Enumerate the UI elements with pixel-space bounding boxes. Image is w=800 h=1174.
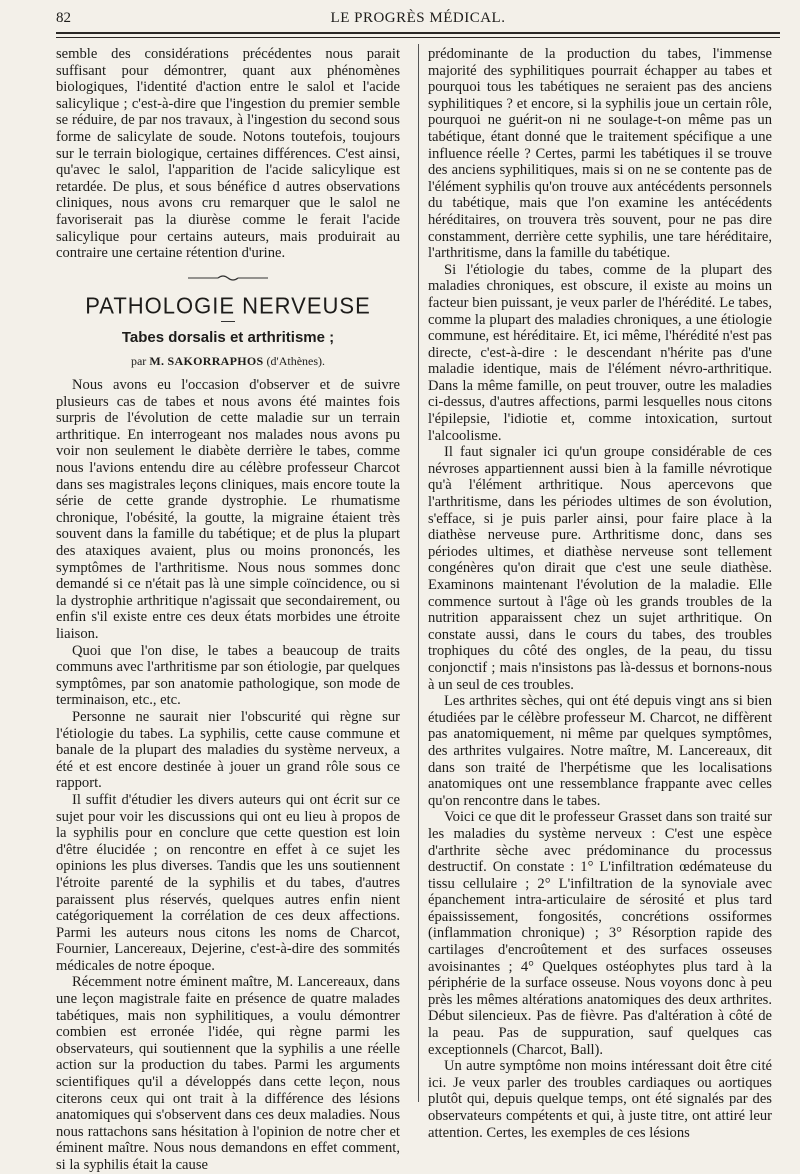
- paragraph: Si l'étiologie du tabes, comme de la plupart des maladies chroniques, est obscure, il existe au moins un facteur bien puissant, je veux parler de l'hérédité. Le tabes, comme la plupart des maladies chroniques, a une étiologie commune, est héréditaire. Et, ici même, l'hérédité n'est pas directe, c'est-à-dire : le descendant n'hérite pas d'une maladie identique, mais de l'élément névro-arthritique. Dans la même famille, on peut trouver, outre les maladies ci-dessus, d'autres affections, parmi lesquelles nous citons l'épilepsie, l'idiotie et, comme intoxication, surtout l'alcoolisme.: [428, 261, 772, 444]
- right-column: [428, 46, 772, 1141]
- paragraph: Quoi que l'on dise, le tabes a beaucoup de traits communs avec l'arthritisme par son étiologie, par quelques symptômes, par son anatomie pathologique, son mode de terminaison, etc., etc.: [56, 642, 400, 709]
- paragraph: Nous avons eu l'occasion d'observer et de suivre plusieurs cas de tabes et nous avons été maintes fois surpris de l'évolution de cette maladie sur un terrain arthritique. En interrogeant nos malades nous avons pu voir non seulement le diabète derrière le tabes, comme nous l'avions entendu dire au célèbre professeur Charcot dans ses magistrales leçons cliniques, mais encore toute la série de cette grande dystrophie. Le rhumatisme chronique, l'obésité, la goutte, la migraine étaient très souvent dans la famille du tabétique; et de plus la plupart des ataxiques avaient, plus ou moins prononcés, les symptômes de l'arthritisme. Nous nous sommes donc demandé si ce n'était pas là une simple coïncidence, ou si la dystrophie arthritique n'agissait que secondairement, ou enfin s'il existe entre ces deux états morbides une étroite liaison.: [56, 377, 400, 642]
- paragraph: Personne ne saurait nier l'obscurité qui règne sur l'étiologie du tabes. La syphilis, cette cause commune et banale de la plupart des maladies du système nerveux, a été et est encore destinée à jouer un grand rôle sous ce rapport.: [56, 708, 400, 792]
- page-header: [56, 10, 780, 32]
- byline-prefix: par: [130, 353, 147, 368]
- header-rule-thick: [56, 32, 780, 34]
- page-number: 82: [56, 10, 71, 26]
- journal-page: [56, 6, 780, 1173]
- left-column: [56, 46, 400, 1174]
- byline: [56, 353, 400, 370]
- paragraph: prédominante de la production du tabes, l'immense majorité des syphilitiques pourrait échapper au tabes et pourquoi tous les tabétiques ne seraient pas des anciens syphilitiques ? et encore, si la syphilis joue un certain rôle, pourquoi ne guérit-on ni ne soulage-t-on même pas un tabétique, étant donné que le traitement spécifique a une influence réelle ? Certes, parmi les tabétiques il se trouve des anciens syphilitiques, mais si on ne se contente pas de l'élément syphilis qu'on trouve aux antécédents personnels du tabétique, mais que l'on examine les antécédents héréditaires, on trouvera très souvent, pour ne pas dire constamment, derrière cette syphilis, une tare héréditaire, l'arthritisme, dans la famille du tabétique.: [428, 46, 772, 262]
- paragraph: Il faut signaler ici qu'un groupe considérable de ces névroses appartiennent aussi bien à la famille névrotique qu'à l'élément arthritique. Nous apercevons que l'arthritisme, dans les périodes ultimes de son évolution, s'efface, si je puis parler ainsi, pour faire place à la diathèse nerveuse pure. Arthritisme donc, dans ses périodes ultimes, et diathèse nerveuse sont tellement congénères qu'on dirait que c'est une seule diathèse. Examinons maintenant l'évolution de la maladie. Elle commence surtout à l'âge où les grands troubles de la nutrition apparaissent chez un sujet arthritique. On constate aussi, dans le cours du tabes, des troubles trophiques du côté des ongles, de la peau, du tissu conjonctif ; mais n'insistons pas là-dessus et bornons-nous à un seul de ces troubles.: [428, 444, 772, 693]
- paragraph: semble des considérations précédentes nous parait suffisant pour démontrer, quant aux phénomènes biologiques, l'identité d'action entre le salol et l'acide salicylique ; c'est-à-dire que l'ingestion du premier semble se réduire, de par nos travaux, à l'ingestion du second sous forme de salicylate de soude. Notons toutefois, toujours sur le terrain biologique, certaines différences. C'est ainsi, qu'avec le salol, l'apparition de l'acide salicylique est retardée. De plus, et sous bénéfice d autres observations cliniques, nous avons cru remarquer que le salol ne favoriserait pas la diurèse comme le ferait l'acide salicylique pour certains auteurs, mais produirait au contraire une certaine rétention d'urine.: [56, 46, 400, 262]
- short-rule: [221, 321, 235, 322]
- column-separator: [418, 44, 419, 1102]
- paragraph: Un autre symptôme non moins intéressant doit être cité ici. Je veux parler des troubles cardiaques ou aortiques plutôt qui, depuis quelque temps, ont été signalés par des observateurs compétents et qui, à juste titre, ont attiré leur attention. Certes, les exemples de ces lésions: [428, 1058, 772, 1141]
- header-rule-thin: [56, 37, 780, 38]
- byline-suffix: (d'Athènes).: [266, 353, 326, 368]
- paragraph: Il suffit d'étudier les divers auteurs qui ont écrit sur ce sujet pour voir les discussions qui ont eu lieu à propos de la syphilis pour en conclure que cette question est loin d'être élucidée ; on rencontre en effet à ce sujet les opinions les plus diverses. Tandis que les uns soutiennent l'étroite parenté de la syphilis et du tabes, d'autres paraissent plus réservés, quelques autres enfin nient catégoriquement la corrélation de ces deux affections. Parmi les auteurs nous citons les noms de Charcot, Fournier, Lancereaux, Dejerine, c'est-à-dire des sommités médicales de notre époque.: [56, 791, 400, 974]
- paragraph: Récemment notre éminent maître, M. Lancereaux, dans une leçon magistrale faite en présence de quatre malades tabétiques, mais non syphilitiques, a voulu démontrer combien est erronée l'idée, qui règne parmi les observateurs, qui soutiennent que la syphilis a une réelle action sur la production du tabes. Parmi les arguments scientifiques qu'il a développés dans cette leçon, nous citerons ceux qui ont trait à la différence des lésions anatomiques qui s'observent dans ces deux maladies. Nous nous rattachons sans hésitation à l'opinion de notre cher et éminent maître. Nous nous demandons en effet comment, si la syphilis était la cause: [56, 974, 400, 1173]
- journal-title: LE PROGRÈS MÉDICAL.: [330, 10, 506, 26]
- section-title: PATHOLOGIE NERVEUSE: [85, 292, 371, 319]
- ornament-divider: [56, 270, 400, 287]
- article-title: Tabes dorsalis et arthritisme ;: [121, 328, 335, 346]
- paragraph: Les arthrites sèches, qui ont été depuis vingt ans si bien étudiées par le célèbre professeur M. Charcot, ne diffèrent pas anatomiquement, ni même par quelques symptômes, des arthrites vulgaires. Notre maître, M. Lancereaux, dit dans son traité de l'herpétisme que les localisations anatomiques ont une ressemblance frappante avec celles qu'on rencontre dans le tabes.: [428, 693, 772, 809]
- paragraph: Voici ce que dit le professeur Grasset dans son traité sur les maladies du système nerveux : C'est une espèce d'arthrite sèche avec prédominance du processus destructif. On constate : 1° L'infiltration œdémateuse du tissu cellulaire ; 2° L'infiltration de la synoviale avec épanchement intra-articulaire de sérosité et plus tard épaississement, fongosités, concrétions ossiformes (inflammation chronique) ; 3° Résorption rapide des cartilages d'encroûtement et des surfaces osseuses avoisinantes ; 4° Quelques ostéophytes plus tard à la périphérie de la surface osseuse. Nous voyons donc à peu près les mêmes altérations anatomiques des deux arthrites. Début silencieux. Pas de fièvre. Pas d'altération à côté de la peau. Pas de suppuration, sauf quelques cas exceptionnels (Charcot, Ball).: [428, 809, 772, 1058]
- byline-author: M. SAKORRAPHOS: [149, 353, 264, 368]
